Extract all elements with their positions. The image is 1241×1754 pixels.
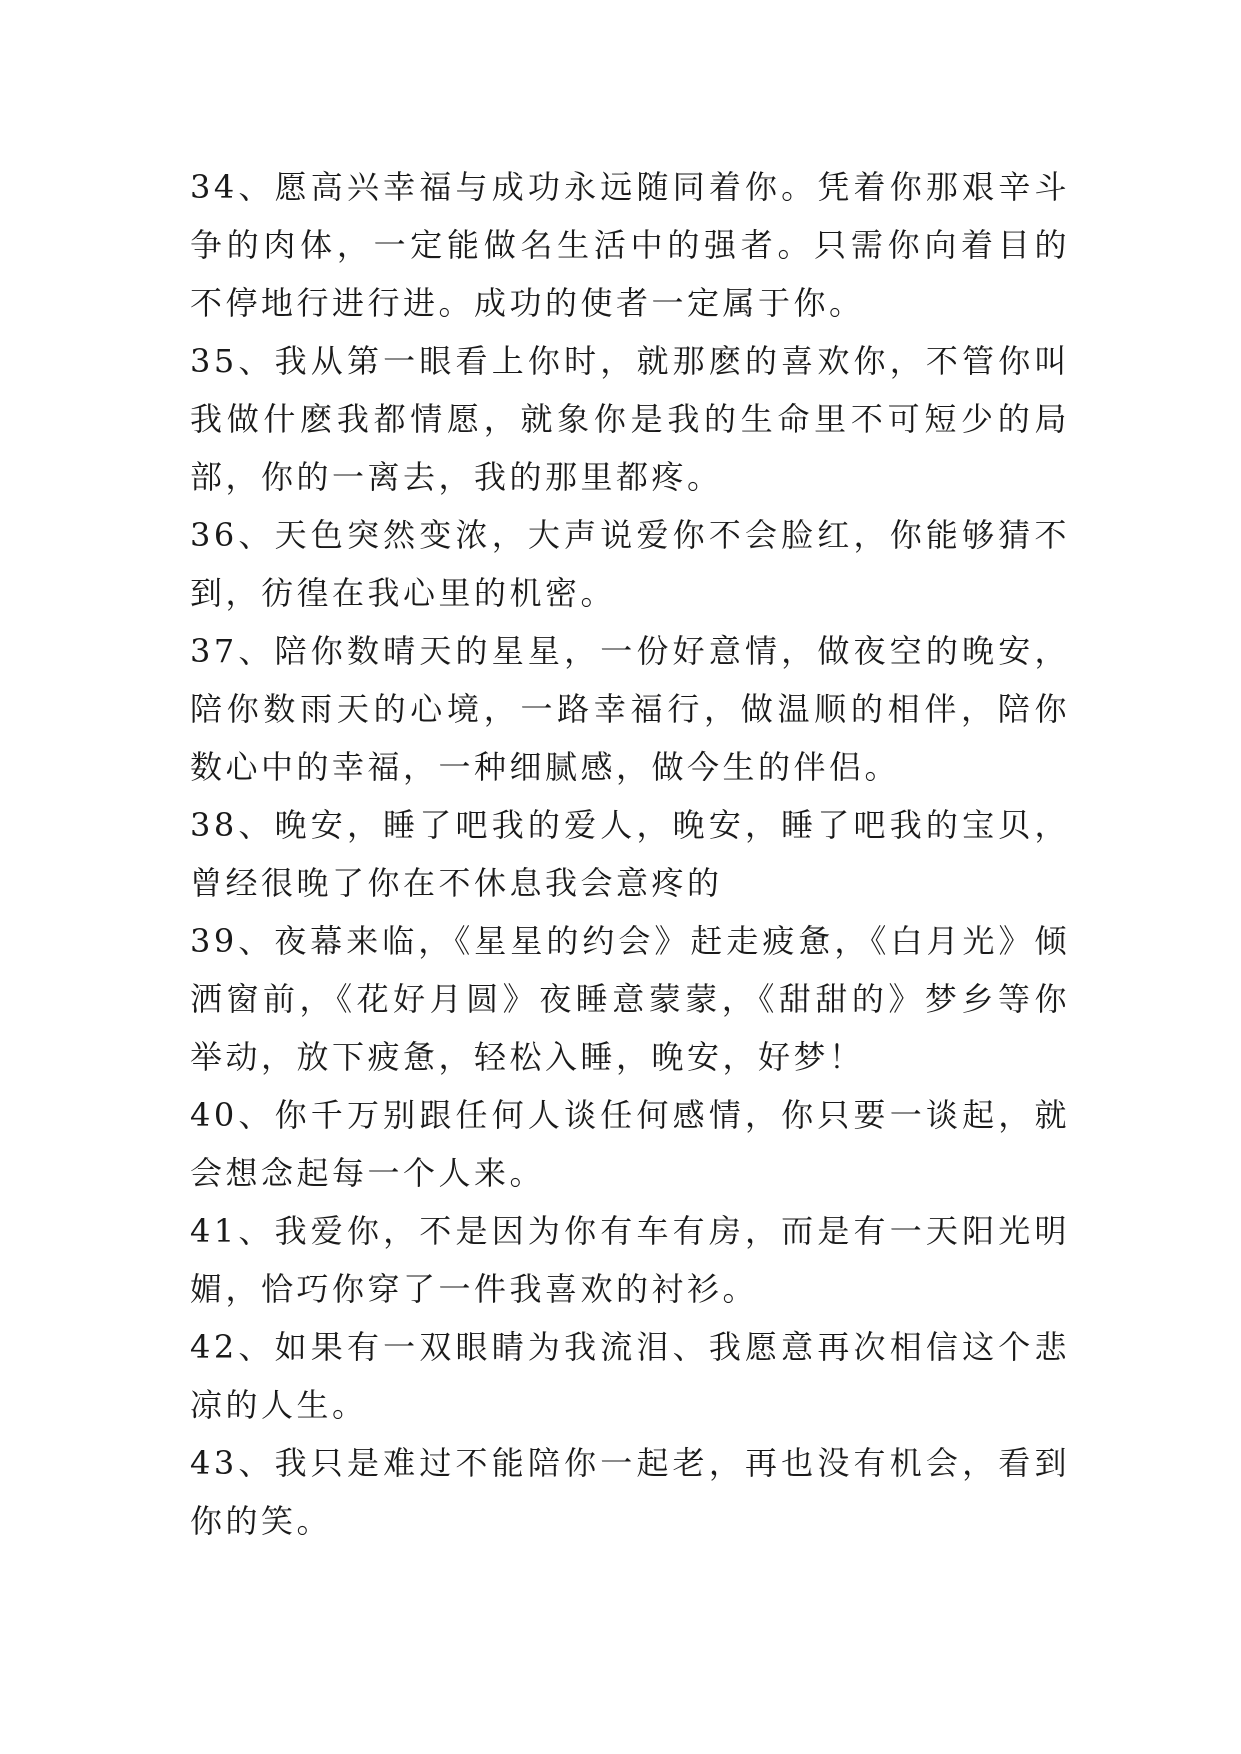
paragraph-34: 34、愿高兴幸福与成功永远随同着你。凭着你那艰辛斗争的肉体，一定能做名生活中的强者。只需你向着目的不停地行进行进。成功的使者一定属于你。 (190, 168, 1070, 322)
paragraph-37: 37、陪你数晴天的星星，一份好意情，做夜空的晚安，陪你数雨天的心境，一路幸福行，做温顺的相伴，陪你数心中的幸福，一种细腻感，做今生的伴侣。 (190, 632, 1070, 786)
paragraph-36: 36、天色突然变浓，大声说爱你不会脸红，你能够猜不到，彷徨在我心里的机密。 (190, 516, 1070, 612)
paragraph-43: 43、我只是难过不能陪你一起老，再也没有机会，看到你的笑。 (190, 1444, 1070, 1540)
paragraph-42: 42、如果有一双眼睛为我流泪、我愿意再次相信这个悲凉的人生。 (190, 1328, 1070, 1424)
paragraph-35: 35、我从第一眼看上你时，就那麽的喜欢你，不管你叫我做什麽我都情愿，就象你是我的生命里不可短少的局部，你的一离去，我的那里都疼。 (190, 342, 1070, 496)
paragraph-38: 38、晚安，睡了吧我的爱人，晚安，睡了吧我的宝贝，曾经很晚了你在不休息我会意疼的 (190, 806, 1070, 902)
paragraph-39: 39、夜幕来临，《星星的约会》赶走疲惫，《白月光》倾洒窗前，《花好月圆》夜睡意蒙蒙，《甜甜的》梦乡等你举动，放下疲惫，轻松入睡，晚安，好梦！ (190, 922, 1070, 1076)
document-body (190, 158, 1070, 1550)
paragraph-40: 40、你千万别跟任何人谈任何感情，你只要一谈起，就会想念起每一个人来。 (190, 1096, 1070, 1192)
paragraph-41: 41、我爱你，不是因为你有车有房，而是有一天阳光明媚，恰巧你穿了一件我喜欢的衬衫。 (190, 1212, 1070, 1308)
